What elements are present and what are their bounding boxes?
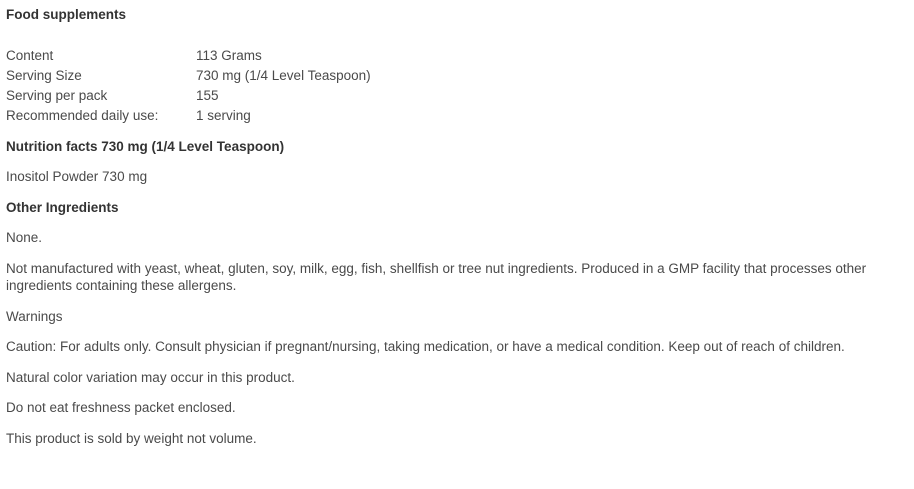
warnings-heading: Warnings xyxy=(6,308,63,324)
nutrition-facts-line: Inositol Powder 730 mg xyxy=(6,169,148,185)
note-sold-by-weight: This product is sold by weight not volume. xyxy=(6,431,257,447)
spec-label: Recommended daily use: xyxy=(6,107,159,123)
spec-value: 1 serving xyxy=(196,107,251,123)
spacer xyxy=(6,24,906,46)
specifications-table xyxy=(6,46,371,126)
spacer xyxy=(6,386,906,399)
allergen-statement: Not manufactured with yeast, wheat, gluten, soy, milk, egg, fish, shellfish or tree nut ingredients. Produced in a GMP facility that processes other ingredients containing these allergens. xyxy=(6,260,867,294)
spacer xyxy=(6,417,906,430)
other-ingredients-heading: Other Ingredients xyxy=(6,199,119,215)
spec-label: Serving Size xyxy=(6,67,82,83)
spacer xyxy=(6,356,906,369)
warning-caution: Caution: For adults only. Consult physician if pregnant/nursing, taking medication, or have a medical condition. Keep out of reach of children. xyxy=(6,339,845,355)
note-freshness-packet: Do not eat freshness packet enclosed. xyxy=(6,400,236,416)
spacer xyxy=(6,325,906,338)
nutrition-facts-heading: Nutrition facts 730 mg (1/4 Level Teaspoon) xyxy=(6,138,285,154)
spacer xyxy=(6,186,906,199)
spec-value: 113 Grams xyxy=(196,47,262,63)
spec-label: Content xyxy=(6,47,54,63)
spacer xyxy=(6,295,906,308)
table-row xyxy=(6,66,371,86)
spacer xyxy=(6,126,906,138)
table-row xyxy=(6,46,371,66)
spec-value: 730 mg (1/4 Level Teaspoon) xyxy=(196,67,371,83)
spacer xyxy=(6,216,906,229)
table-row xyxy=(6,106,371,126)
spacer xyxy=(6,155,906,168)
table-row xyxy=(6,86,371,106)
spec-value: 155 xyxy=(196,87,219,103)
page-title: Food supplements xyxy=(6,7,127,22)
spec-label: Serving per pack xyxy=(6,87,108,103)
note-color-variation: Natural color variation may occur in this product. xyxy=(6,369,295,385)
spacer xyxy=(6,247,906,260)
other-ingredients-value: None. xyxy=(6,230,43,246)
